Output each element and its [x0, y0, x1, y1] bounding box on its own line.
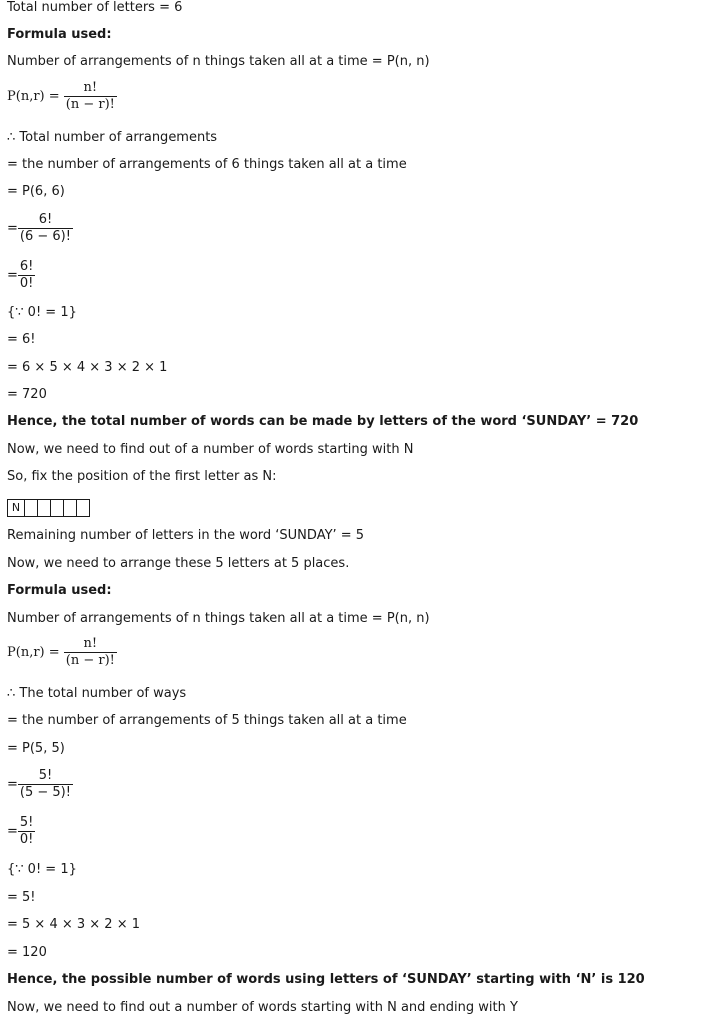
equals: =	[7, 268, 18, 283]
denominator: 0!	[19, 832, 34, 847]
equals: =	[7, 221, 18, 236]
text-line: = 120	[7, 945, 47, 960]
numerator: 5!	[18, 768, 73, 785]
conclusion: Hence, the possible number of words using letters of ‘SUNDAY’ starting with ‘N’ is 120	[7, 972, 645, 987]
fraction-step	[7, 259, 35, 292]
text-line: ∴ The total number of ways	[7, 686, 187, 701]
text-line: Now, we need to find out of a number of words starting with N	[7, 442, 414, 457]
denominator: (6 − 6)!	[19, 229, 71, 244]
letter-box	[24, 499, 38, 517]
denominator: 0!	[19, 276, 34, 291]
fraction	[18, 768, 73, 801]
text-line: = 5!	[7, 890, 36, 905]
text-line: = 6!	[7, 332, 36, 347]
numerator: n!	[64, 636, 117, 653]
letter-box	[63, 499, 77, 517]
permutation-formula	[7, 80, 117, 113]
formula-heading: Formula used:	[7, 27, 112, 42]
numerator: 5!	[19, 815, 34, 830]
text-line: = P(6, 6)	[7, 184, 65, 199]
text-line: Now, we need to find out a number of words starting with N and ending with Y	[7, 1000, 518, 1015]
letter-box	[76, 499, 90, 517]
fraction	[18, 815, 35, 848]
formula-lhs: P(n,r) =	[7, 645, 60, 660]
fraction	[64, 636, 117, 669]
permutation-formula	[7, 636, 117, 669]
denominator: (5 − 5)!	[19, 785, 71, 800]
text-line: Total number of letters = 6	[7, 0, 183, 15]
text-line: {∵ 0! = 1}	[7, 305, 77, 320]
text-line: Remaining number of letters in the word ‘SUNDAY’ = 5	[7, 528, 365, 543]
numerator: n!	[64, 80, 117, 97]
conclusion: Hence, the total number of words can be made by letters of the word ‘SUNDAY’ = 720	[7, 414, 639, 429]
equals: =	[7, 777, 18, 792]
equals: =	[7, 824, 18, 839]
text-line: Number of arrangements of n things taken all at a time = P(n, n)	[7, 54, 430, 69]
formula-lhs: P(n,r) =	[7, 89, 60, 104]
numerator: 6!	[18, 212, 73, 229]
fraction-step	[7, 768, 73, 801]
fraction	[18, 259, 35, 292]
text-line: = P(5, 5)	[7, 741, 65, 756]
text-line: ∴ Total number of arrangements	[7, 130, 218, 145]
text-line: = the number of arrangements of 6 things taken all at a time	[7, 157, 407, 172]
text-line: Number of arrangements of n things taken all at a time = P(n, n)	[7, 611, 430, 626]
letter-box	[50, 499, 64, 517]
letter-box: N	[7, 499, 25, 517]
formula-heading: Formula used:	[7, 583, 112, 598]
text-line: = 720	[7, 387, 47, 402]
letter-box	[37, 499, 51, 517]
letter-boxes	[7, 499, 90, 517]
numerator: 6!	[19, 259, 34, 274]
text-line: Now, we need to arrange these 5 letters at 5 places.	[7, 556, 350, 571]
fraction-step	[7, 815, 35, 848]
fraction	[64, 80, 117, 113]
text-line: = 5 × 4 × 3 × 2 × 1	[7, 917, 141, 932]
text-line: = the number of arrangements of 5 things taken all at a time	[7, 713, 407, 728]
text-line: {∵ 0! = 1}	[7, 862, 77, 877]
text-line: So, fix the position of the first letter as N:	[7, 469, 277, 484]
fraction-step	[7, 212, 73, 245]
text-line: = 6 × 5 × 4 × 3 × 2 × 1	[7, 360, 168, 375]
denominator: (n − r)!	[65, 97, 115, 112]
denominator: (n − r)!	[65, 653, 115, 668]
fraction	[18, 212, 73, 245]
